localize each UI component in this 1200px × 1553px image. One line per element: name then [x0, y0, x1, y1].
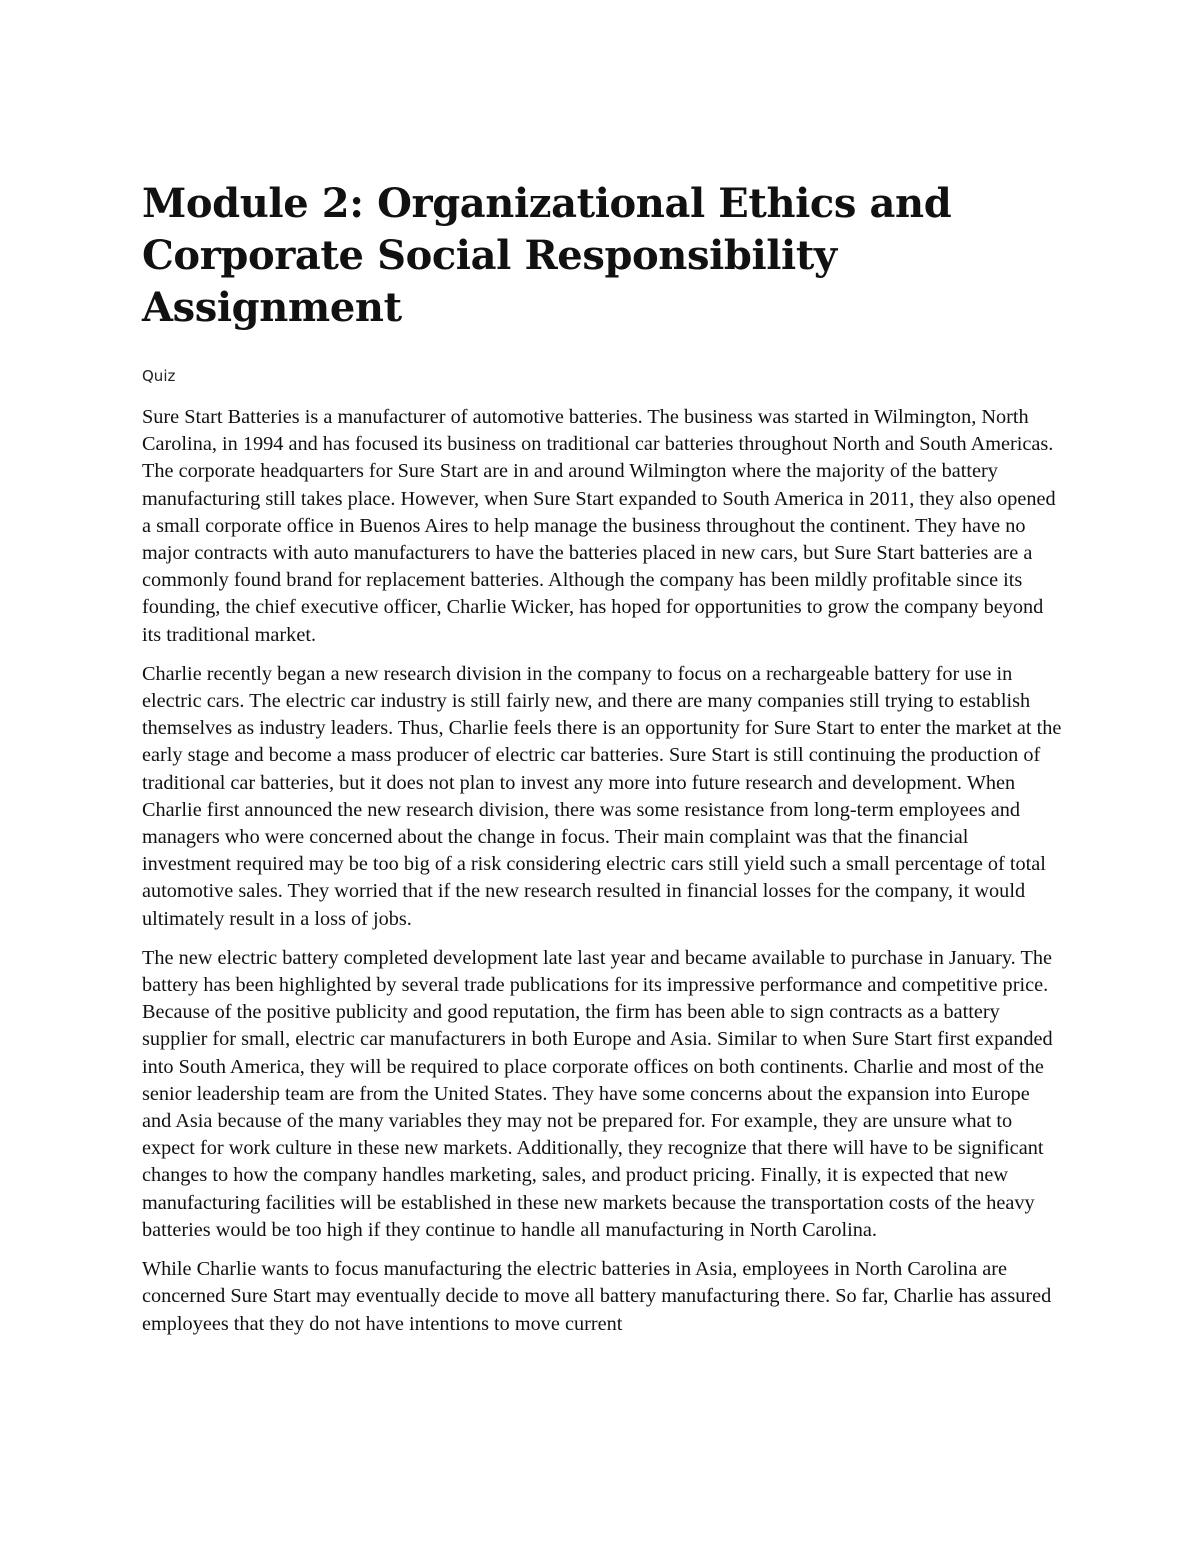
- paragraph-4: While Charlie wants to focus manufacturing the electric batteries in Asia, employees in North Carolina are concerned Sure Start may eventually decide to move all battery manufacturing there. So far, Charlie has assured employees that they do not have intentions to move current: [142, 1258, 1052, 1335]
- paragraph-3: The new electric battery completed development late last year and became available to purchase in January. The battery has been highlighted by several trade publications for its impressive performance and competitive price. Because of the positive publicity and good reputation, the firm has been able to sign contracts as a battery supplier for small, electric car manufacturers in both Europe and Asia. Similar to when Sure Start first expanded into South America, they will be required to place corporate offices on both continents. Charlie and most of the senior leadership team are from the United States. They have some concerns about the expansion into Europe and Asia because of the many variables they may not be prepared for. For example, they are unsure what to expect for work culture in these new markets. Additionally, they recognize that there will have to be significant changes to how the company handles marketing, sales, and product pricing. Finally, it is expected that new manufacturing facilities will be established in these new markets because the transportation costs of the heavy batteries would be too high if they continue to handle all manufacturing in North Carolina.: [142, 946, 1053, 1241]
- document-title: Module 2: Organizational Ethics and Corporate Social Responsibility Assignment: [142, 180, 952, 331]
- paragraph-1: Sure Start Batteries is a manufacturer of automotive batteries. The business was started in Wilmington, North Carolina, in 1994 and has focused its business on traditional car batteries throughout North and South Americas. The corporate headquarters for Sure Start are in and around Wilmington where the majority of the battery manufacturing still takes place. However, when Sure Start expanded to South America in 2011, they also opened a small corporate office in Buenos Aires to help manage the business throughout the continent. They have no major contracts with auto manufacturers to have the batteries placed in new cars, but Sure Start batteries are a commonly found brand for replacement batteries. Although the company has been mildly profitable since its founding, the chief executive officer, Charlie Wicker, has hoped for opportunities to grow the company beyond its traditional market.: [142, 406, 1056, 646]
- document-subtitle: Quiz: [142, 367, 176, 385]
- paragraph-2: Charlie recently began a new research division in the company to focus on a rechargeable battery for use in electric cars. The electric car industry is still fairly new, and there are many companies still trying to establish themselves as industry leaders. Thus, Charlie feels there is an opportunity for Sure Start to enter the market at the early stage and become a mass producer of electric car batteries. Sure Start is still continuing the production of traditional car batteries, but it does not plan to invest any more into future research and development. When Charlie first announced the new research division, there was some resistance from long-term employees and managers who were concerned about the change in focus. Their main complaint was that the financial investment required may be too big of a risk considering electric cars still yield such a small percentage of total automotive sales. They worried that if the new research resulted in financial losses for the company, it would ultimately result in a loss of jobs.: [142, 662, 1062, 930]
- document-content: [142, 178, 1062, 1350]
